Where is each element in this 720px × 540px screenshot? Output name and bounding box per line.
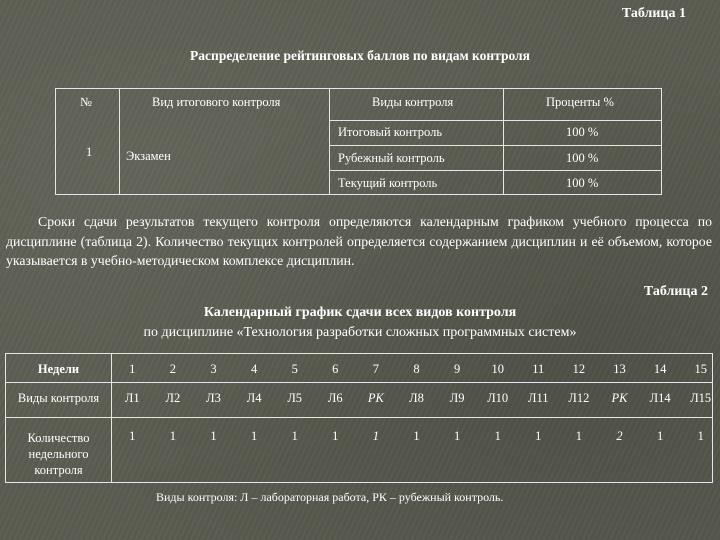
table2-count-cell: 1 xyxy=(453,429,461,443)
table2-count-cell: 1 xyxy=(332,429,339,443)
table2-label: Таблица 2 xyxy=(643,284,708,299)
table2-control-type-cell: Л3 xyxy=(206,391,221,405)
table1-header-final: Вид итогового контроля xyxy=(152,95,281,109)
table2-week-cell: 14 xyxy=(653,362,667,376)
table2-week-cell: 6 xyxy=(332,362,339,376)
table2-week-cell: 9 xyxy=(453,362,461,376)
table2-count-cell: 1 xyxy=(413,429,420,443)
table2-count-cell: 1 xyxy=(575,429,583,443)
table2-count-cell: 1 xyxy=(210,429,217,443)
table1-divider xyxy=(329,170,662,171)
table2-control-type-cell: Л10 xyxy=(487,391,509,405)
table2-control-type-cell: Л5 xyxy=(287,391,303,405)
table2-week-cell: 12 xyxy=(572,362,586,376)
table1-percent-cell: 100 % xyxy=(566,125,599,139)
table2-week-cell: 13 xyxy=(613,362,626,376)
table2-control-type-cell: РК xyxy=(611,391,628,405)
table1-label: Таблица 1 xyxy=(621,6,686,21)
table2-count-cell: 1 xyxy=(494,429,501,443)
table2-count-cell: 1 xyxy=(291,429,298,443)
table2-control-type-cell: Л15 xyxy=(690,391,712,405)
table1-type-cell: Итоговый контроль xyxy=(338,125,443,139)
paragraph-text: Сроки сдачи результатов текущего контроля определяются календарным графиком учебного процесса по дисциплине (таблица 2). Количество текущих контролей определяется содержанием дисциплин и её объемом, которое указывается в учебно-методическом комплексе дисциплин. xyxy=(6,214,712,268)
table2-control-type-cell: РК xyxy=(367,391,384,405)
table2-week-cell: 2 xyxy=(169,362,177,376)
table1-header-num: № xyxy=(80,95,92,109)
table2-week-cell: 4 xyxy=(250,362,258,376)
table2-week-cell: 1 xyxy=(129,362,136,376)
table1-header-types: Виды контроля xyxy=(372,95,454,109)
table1-divider xyxy=(119,89,120,194)
body-paragraph xyxy=(6,212,712,271)
table1-divider xyxy=(329,120,662,121)
table2-control-type-cell: Л12 xyxy=(568,391,590,405)
table1-type-cell: Рубежный контроль xyxy=(338,151,445,165)
table1-percent-cell: 100 % xyxy=(566,151,599,165)
table2-control-type-cell: Л11 xyxy=(528,391,549,405)
table1-divider xyxy=(503,89,504,194)
table2 xyxy=(5,353,713,504)
table1-final-control: Экзамен xyxy=(126,149,171,163)
table2-week-cell: 7 xyxy=(372,362,380,376)
table1-row-num: 1 xyxy=(86,145,93,159)
table2-week-cell: 3 xyxy=(210,362,217,376)
table2-week-cell: 8 xyxy=(413,362,420,376)
table2-count-cell: 1 xyxy=(129,429,136,443)
table2-week-cell: 15 xyxy=(694,362,707,376)
table2-control-type-cell: Л1 xyxy=(124,391,140,405)
table2-control-type-cell: Л6 xyxy=(327,391,343,405)
table2-control-type-cell: Л4 xyxy=(246,391,262,405)
table1-caption: Распределение рейтинговых баллов по видам контроля xyxy=(190,48,530,63)
table2-control-type-cell: Л9 xyxy=(449,391,465,405)
table2-count-cell: 1 xyxy=(656,429,664,443)
table2-week-cell: 11 xyxy=(532,362,545,376)
table1-divider xyxy=(329,145,662,146)
table2-count-cell: 1 xyxy=(372,429,380,443)
table2-control-type-cell: Л8 xyxy=(409,391,424,405)
table2-footnote: Виды контроля: Л – лабораторная работа, РК – рубежный контроль. xyxy=(156,490,504,504)
table2-subcaption: по дисциплине «Технология разработки сложных программных систем» xyxy=(143,325,577,340)
table1 xyxy=(55,88,662,195)
table2-caption: Календарный график сдачи всех видов контроля xyxy=(203,305,517,320)
table2-count-cell: 1 xyxy=(250,429,258,443)
table2-week-cell: 5 xyxy=(291,362,298,376)
table2-count-cell: 2 xyxy=(616,429,623,443)
table2-count-cell: 1 xyxy=(169,429,177,443)
table1-type-cell: Текущий контроль xyxy=(338,176,438,190)
table1-divider xyxy=(329,89,330,194)
table2-control-type-cell: Л2 xyxy=(165,391,181,405)
table1-percent-cell: 100 % xyxy=(566,176,599,190)
table1-header-percent: Проценты % xyxy=(546,95,614,109)
table2-row-label-types: Виды контроля xyxy=(17,391,100,405)
table2-count-cell: 1 xyxy=(697,429,704,443)
table2-row-label-weeks: Недели xyxy=(37,362,80,376)
table2-control-type-cell: Л14 xyxy=(649,391,671,405)
table2-count-cell: 1 xyxy=(535,429,542,443)
table2-week-cell: 10 xyxy=(491,362,504,376)
table2-row-label-count: Количество недельного контроля xyxy=(27,431,90,477)
